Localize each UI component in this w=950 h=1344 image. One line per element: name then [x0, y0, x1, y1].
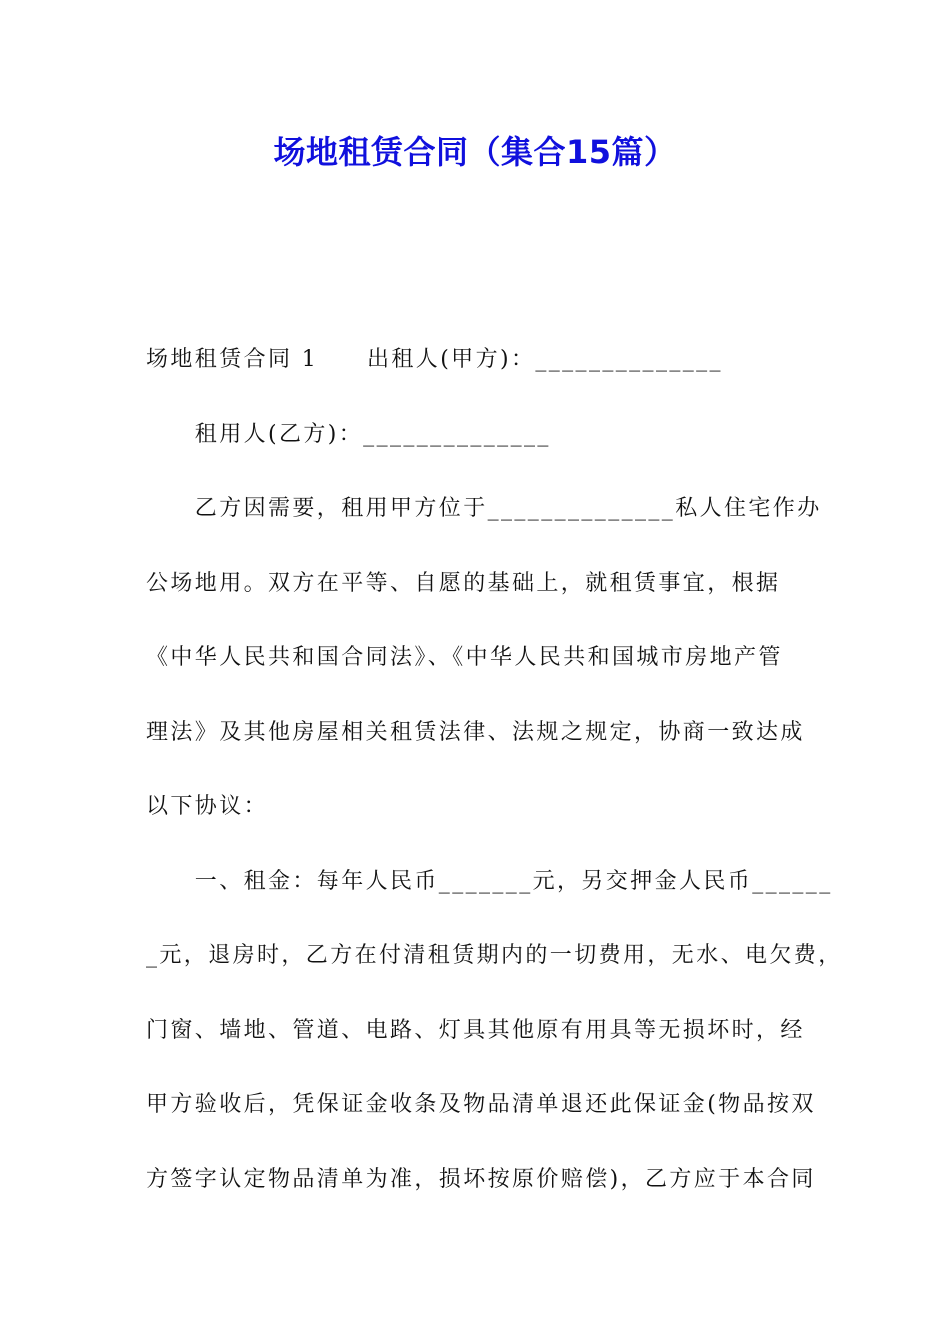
clause-1-line-3: 门窗、墙地、管道、电路、灯具其他原有用具等无损坏时，经: [146, 1018, 805, 1043]
clause-1-line-4: 甲方验收后，凭保证金收条及物品清单退还此保证金(物品按双: [146, 1092, 816, 1117]
document-title: 场地租赁合同（集合15篇）: [273, 133, 677, 171]
clause-1-line-5: 方签字认定物品清单为准，损坏按原价赔偿)，乙方应于本合同: [146, 1167, 816, 1192]
body-line-1: 乙方因需要，租用甲方位于______________私人住宅作办: [146, 496, 822, 521]
body-line-3: 《中华人民共和国合同法》、《中华人民共和国城市房地产管: [146, 645, 783, 670]
clause-1-line-1: 一、租金：每年人民币_______元，另交押金人民币______: [146, 869, 833, 894]
party-b-line: 租用人(乙方)：______________: [146, 422, 551, 447]
party-a-line: 场地租赁合同 1 出租人(甲方)：______________: [146, 347, 723, 372]
body-line-2: 公场地用。双方在平等、自愿的基础上，就租赁事宜，根据: [146, 571, 781, 596]
body-line-5: 以下协议：: [146, 794, 269, 819]
body-line-4: 理法》及其他房屋相关租赁法律、法规之规定，协商一致达成: [146, 720, 805, 745]
clause-1-line-2: _元，退房时，乙方在付清租赁期内的一切费用，无水、电欠费，: [146, 943, 843, 968]
